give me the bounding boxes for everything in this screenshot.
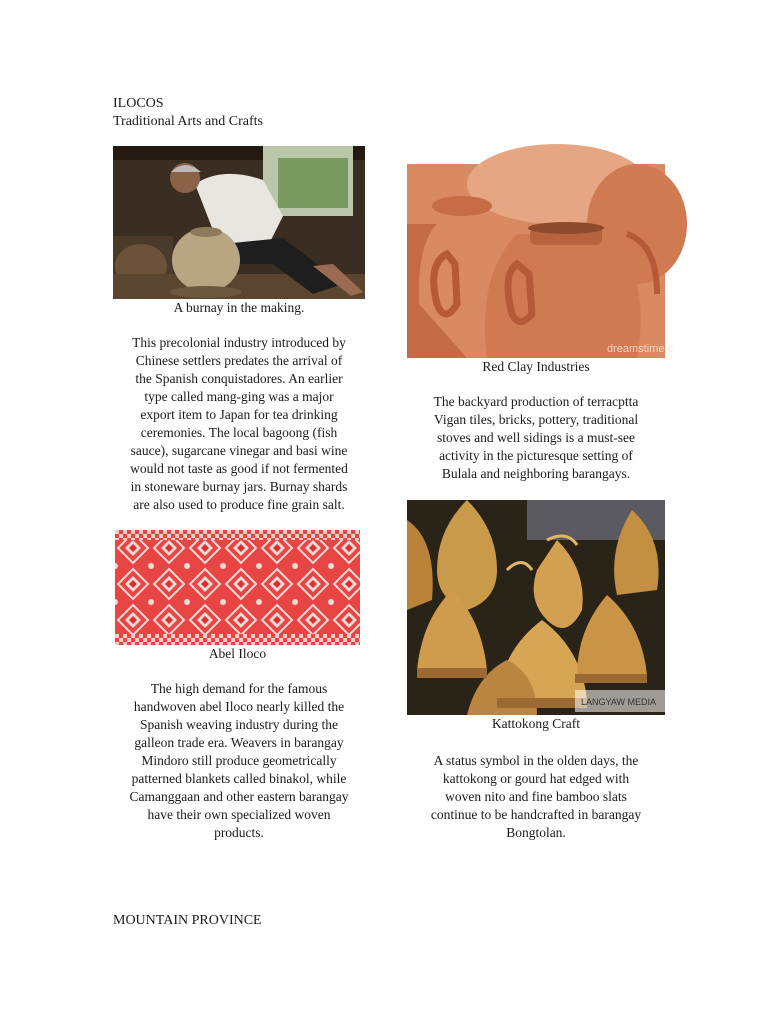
red-clay-paragraph: The backyard production of terracptta Vigan tiles, bricks, pottery, traditional stoves and well sidings is a must-see activity in the picturesque setting of Bulala and neighboring barangays. xyxy=(433,394,639,481)
abel-iloco-paragraph: The high demand for the famous handwoven abel Iloco nearly killed the Spanish weaving industry during the galleon trade era. Weavers in barangay Mindoro still produce geometrically patterned blankets called binakol, while Camanggaan and other eastern barangay have their own specialized woven products. xyxy=(129,681,349,840)
abel-iloco-caption: Abel Iloco xyxy=(208,646,267,661)
kattokong-caption: Kattokong Craft xyxy=(491,716,581,731)
abel-iloco-photo xyxy=(115,530,360,645)
red-clay-photo xyxy=(407,164,674,358)
dreamstime-watermark: dreamstime.c xyxy=(607,343,674,355)
red-clay-caption: Red Clay Industries xyxy=(482,359,590,374)
burnay-paragraph: This precolonial industry introduced by Chinese settlers predates the arrival of the Spanish conquistadores. An earlier type called mang-ging was a major export item to Japan for tea drinking ceremonies. The local bagoong (fish sauce), sugarcane vinegar and basi wine would not taste as good if not fermented in stoneware burnay jars. Burnay shards are also used to produce fine grain salt. xyxy=(130,335,348,512)
burnay-caption: A burnay in the making. xyxy=(173,300,305,315)
section-subtitle: Traditional Arts and Crafts xyxy=(113,114,263,129)
burnay-photo xyxy=(113,146,365,299)
langyaw-watermark: LANGYAW MEDIA xyxy=(581,697,657,707)
kattokong-photo xyxy=(407,500,665,715)
kattokong-paragraph: A status symbol in the olden days, the kattokong or gourd hat edged with woven nito and fine bamboo slats continue to be handcrafted in barangay Bongtolan. xyxy=(430,753,642,840)
region-heading: ILOCOS xyxy=(113,96,164,111)
next-region-heading: MOUNTAIN PROVINCE xyxy=(113,913,262,928)
